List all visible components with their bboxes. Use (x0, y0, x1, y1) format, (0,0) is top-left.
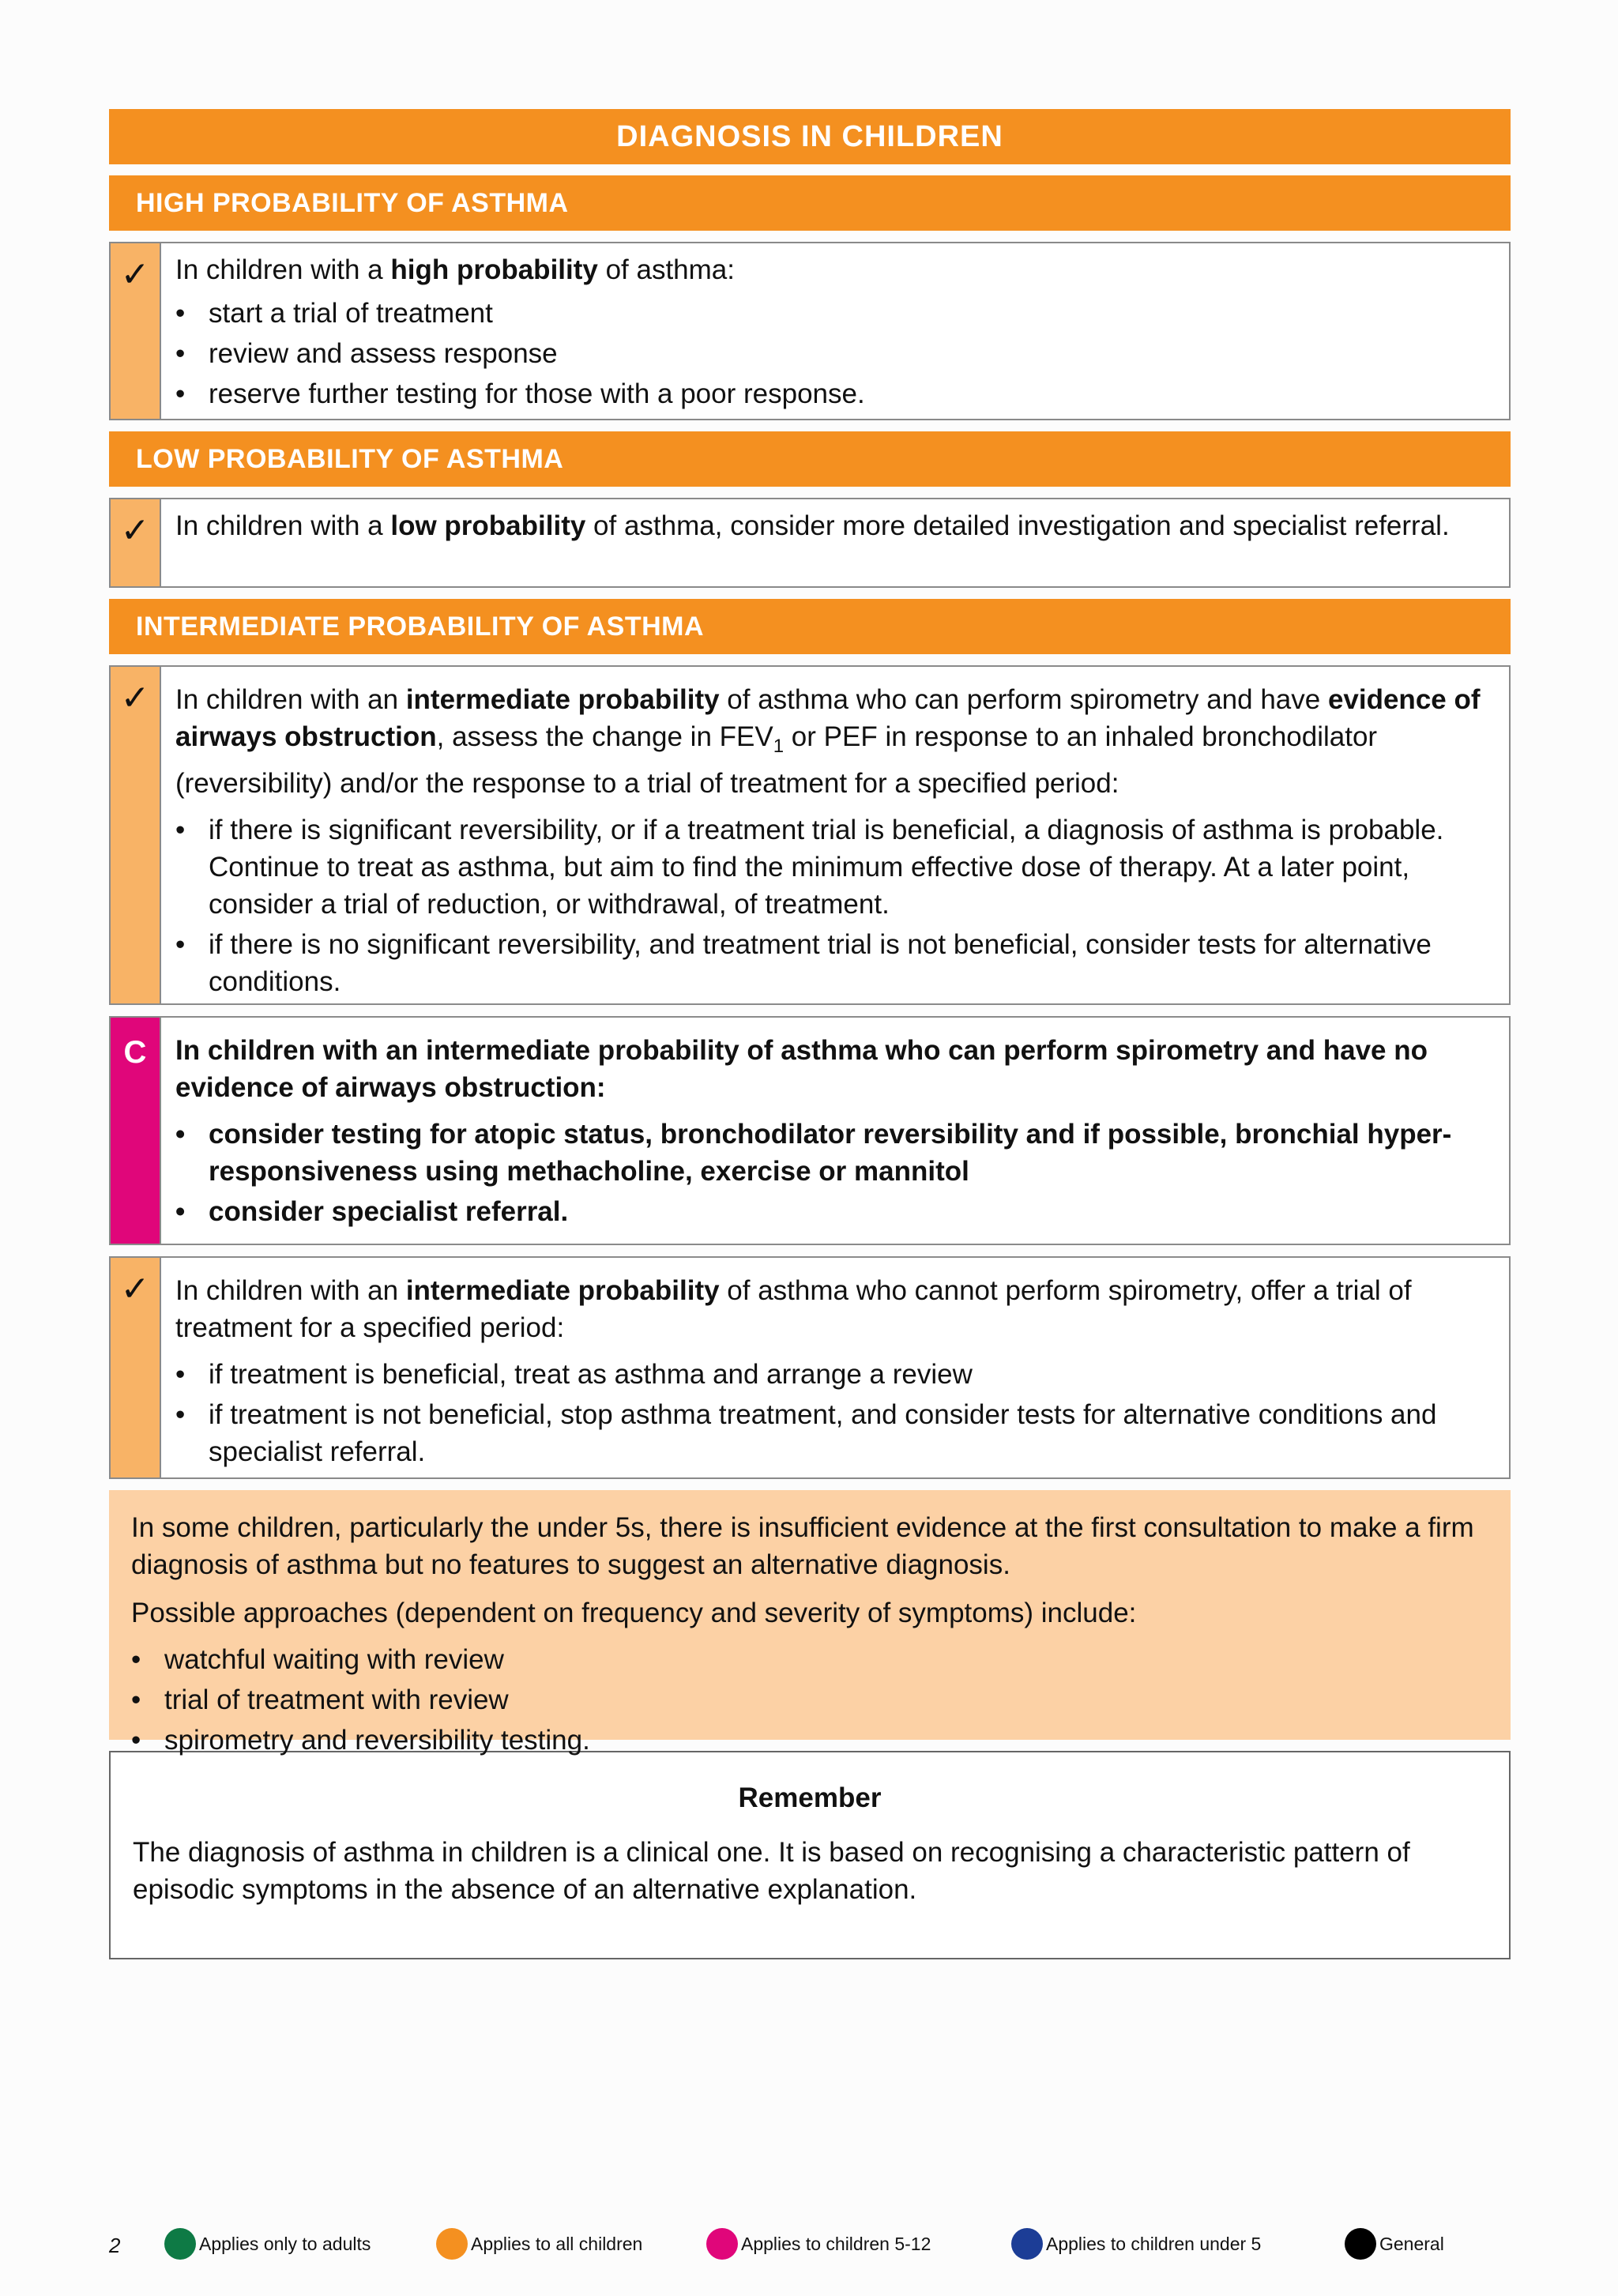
list-item: • reserve further testing for those with a poor response. (175, 374, 1493, 414)
legend-item-children-5-12 (706, 2226, 931, 2261)
recommendation-lead: In children with a high probability of asthma: (175, 254, 735, 285)
list-item: • if there is significant reversibility, or if a treatment trial is beneficial, a diagnosis of asthma is probable. Continue to treat as asthma, but aim to find the minimum effective dose of therapy. At a later point, consider a trial of reduction, or withdrawal, of treatment. (175, 811, 1493, 923)
legend-item-children-under-5 (1011, 2226, 1261, 2261)
good-practice-info-box (109, 1490, 1511, 1756)
grade-c-badge: C (111, 1018, 161, 1244)
green-dot-icon (164, 2228, 196, 2260)
bullet-list (175, 1356, 1493, 1470)
list-item: • watchful waiting with review (131, 1639, 1479, 1680)
list-item: • if treatment is beneficial, treat as asthma and arrange a review (175, 1356, 1493, 1393)
recommendation-lead: In children with an intermediate probability of asthma who cannot perform spirometry, offer a trial of treatment for a specified period: (175, 1275, 1412, 1343)
list-item: • consider testing for atopic status, bronchodilator reversibility and if possible, bronchial hyper-responsiveness using methacholine, exercise or mannitol (175, 1116, 1493, 1190)
recommendation-lead: In children with an intermediate probability of asthma who can perform spirometry and have no evidence of airways obstruction: (175, 1035, 1428, 1103)
checkmark-icon: ✓ (111, 243, 161, 419)
bullet-list (175, 811, 1493, 1000)
recommendation-lead: In children with an intermediate probability of asthma who can perform spirometry and have evidence of airways obstruction, assess the change in $FEV_1$ or PEF in response to an inhaled bronchodilator (reversibility) and/or the response to a trial of treatment for a specified period: (175, 684, 1481, 799)
section-header-intermediate: INTERMEDIATE PROBABILITY OF ASTHMA (109, 599, 1511, 654)
section-header-low: LOW PROBABILITY OF ASTHMA (109, 431, 1511, 487)
blue-dot-icon (1011, 2228, 1043, 2260)
recommendation-intermediate-no-spirometry (109, 1256, 1511, 1479)
bullet-list (131, 1639, 1479, 1760)
legend-label: General (1379, 2233, 1444, 2254)
checkmark-icon: ✓ (111, 1258, 161, 1477)
legend-label: Applies only to adults (199, 2233, 371, 2254)
legend-label: Applies to all children (471, 2233, 643, 2254)
list-item: • consider specialist referral. (175, 1193, 1493, 1230)
recommendation-high (109, 242, 1511, 420)
recommendation-body (161, 243, 1509, 419)
remember-text: The diagnosis of asthma in children is a clinical one. It is based on recognising a characteristic pattern of episodic symptoms in the absence of an alternative explanation. (133, 1837, 1410, 1905)
recommendation-body (161, 1258, 1509, 1477)
legend-label: Applies to children 5-12 (741, 2233, 931, 2254)
checkmark-icon: ✓ (111, 667, 161, 1003)
guideline-page (109, 109, 1511, 1959)
list-item: • spirometry and reversibility testing. (131, 1720, 1479, 1760)
page-title: DIAGNOSIS IN CHILDREN (109, 109, 1511, 164)
recommendation-intermediate-no-obstruction (109, 1016, 1511, 1245)
list-item: • if treatment is not beneficial, stop asthma treatment, and consider tests for alternative conditions and specialist referral. (175, 1396, 1493, 1470)
black-dot-icon (1345, 2228, 1376, 2260)
legend-label: Applies to children under 5 (1046, 2233, 1262, 2254)
list-item: • review and assess response (175, 333, 1493, 374)
info-paragraph: In some children, particularly the under 5s, there is insufficient evidence at the first consultation to make a firm diagnosis of asthma but no features to suggest an alternative diagnosis. (131, 1512, 1474, 1580)
list-item: • start a trial of treatment (175, 293, 1493, 333)
legend-item-general (1345, 2226, 1444, 2261)
bullet-list (175, 1116, 1493, 1230)
legend-item-all-children (436, 2226, 642, 2261)
remember-box (109, 1751, 1511, 1959)
recommendation-low (109, 498, 1511, 588)
recommendation-body (161, 1018, 1509, 1244)
orange-dot-icon (436, 2228, 468, 2260)
section-header-high: HIGH PROBABILITY OF ASTHMA (109, 175, 1511, 231)
recommendation-body (161, 499, 1509, 586)
legend-item-adults (164, 2226, 371, 2261)
checkmark-icon: ✓ (111, 499, 161, 586)
bullet-list (175, 293, 1493, 414)
recommendation-body (161, 667, 1509, 1003)
page-footer (109, 2226, 1511, 2261)
pink-dot-icon (706, 2228, 738, 2260)
page-number: 2 (109, 2234, 121, 2257)
remember-heading: Remember (738, 1782, 882, 1813)
info-paragraph: Possible approaches (dependent on frequency and severity of symptoms) include: (131, 1598, 1137, 1628)
recommendation-lead: In children with a low probability of asthma, consider more detailed investigation and specialist referral. (175, 510, 1450, 541)
list-item: • trial of treatment with review (131, 1680, 1479, 1720)
list-item: • if there is no significant reversibility, and treatment trial is not beneficial, consider tests for alternative conditions. (175, 926, 1493, 1000)
recommendation-intermediate-spirometry (109, 665, 1511, 1005)
